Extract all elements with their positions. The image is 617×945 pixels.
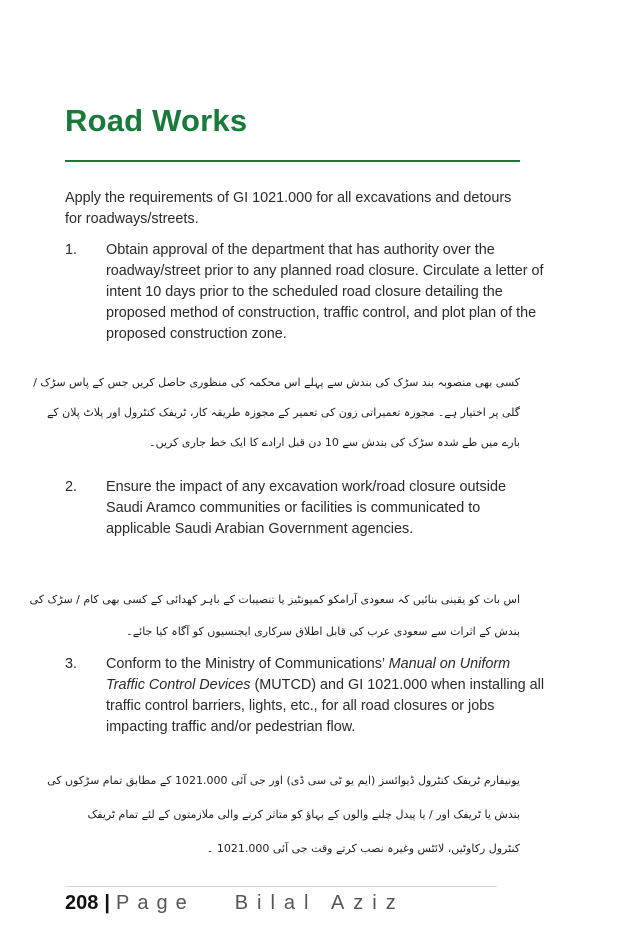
urdu-line: بارے میں طے شدہ سڑک کی بندش سے 10 دن قبل ارادے کا ایک خط جاری کریں۔ [149, 436, 520, 449]
page-number: 208 [65, 892, 99, 914]
manual-title: Manual on Uniform Traffic Control Devices [106, 656, 511, 693]
urdu-line: کنٹرول رکاوٹیں، لائٹس وغیرہ نصب کرتے وقت جی آئی 1021.000 ۔ [206, 842, 520, 855]
intro-paragraph: Apply the requirements of GI 1021.000 for all excavations and detours for roadways/streets. [65, 190, 512, 227]
list-item-number: 2. [65, 479, 78, 495]
list-item-text [106, 654, 546, 738]
item-text-end: (MUTCD) and GI 1021.000 when installing all traffic control barriers, lights, etc., for all road closures or jobs impacting traffic and/or pedestrian flow. [106, 677, 545, 735]
urdu-line: کسی بھی منصوبہ بند سڑک کی بندش سے پہلے اس محکمہ کی منظوری حاصل کریں جس کے پاس سڑک / [33, 376, 520, 389]
page-title: Road Works [65, 103, 248, 138]
list-item-text: Obtain approval of the department that has authority over the roadway/street prior to any planned road closure. Circulate a letter of intent 10 days prior to the scheduled road closure detailing the proposed method of construction, traffic control, and plot plan of the proposed construction zone. [106, 242, 544, 342]
author-name: Bilal Aziz [234, 892, 405, 914]
urdu-translation [47, 764, 520, 866]
urdu-translation [29, 584, 520, 648]
urdu-line: اس بات کو یقینی بنائیں کہ سعودی آرامکو کمیونٹیز یا تنصیبات کے باہر کھدائی کے کسی بھی کام / سڑک کی [29, 593, 520, 606]
page-footer [65, 890, 405, 916]
list-item-text: Ensure the impact of any excavation work/road closure outside Saudi Aramco communities or facilities is communicated to applicable Saudi Arabian Government agencies. [106, 479, 506, 537]
page-label: Page [115, 892, 195, 914]
footer-separator: | [104, 892, 110, 914]
list-item-number: 1. [65, 242, 78, 258]
urdu-line: یونیفارم ٹریفک کنٹرول ڈیوائسز (ایم یو ٹی سی ڈی) اور جی آئی 1021.000 کے مطابق تمام سڑکوں کی [47, 774, 520, 787]
item-text-start: Conform to the Ministry of Communications’ [106, 656, 389, 672]
urdu-line: گلی پر اختیار ہے۔ مجوزہ تعمیراتی زون کی تعمیر کے مجوزہ طریقہ کار، ٹریفک کنٹرول اور پلاٹ پلان کے [46, 406, 520, 419]
urdu-translation [33, 368, 520, 458]
urdu-line: بندش یا ٹریفک اور / یا پیدل چلنے والوں کے بہاؤ کو متاثر کرنے والی ملازمتوں کے لئے تمام ٹریفک [87, 808, 520, 821]
title-divider [65, 160, 520, 162]
list-item-number: 3. [65, 656, 78, 672]
footer-divider [65, 886, 497, 887]
urdu-line: بندش کے اثرات سے سعودی عرب کی قابل اطلاق سرکاری ایجنسیوں کو آگاہ کیا جائے۔ [126, 625, 520, 638]
